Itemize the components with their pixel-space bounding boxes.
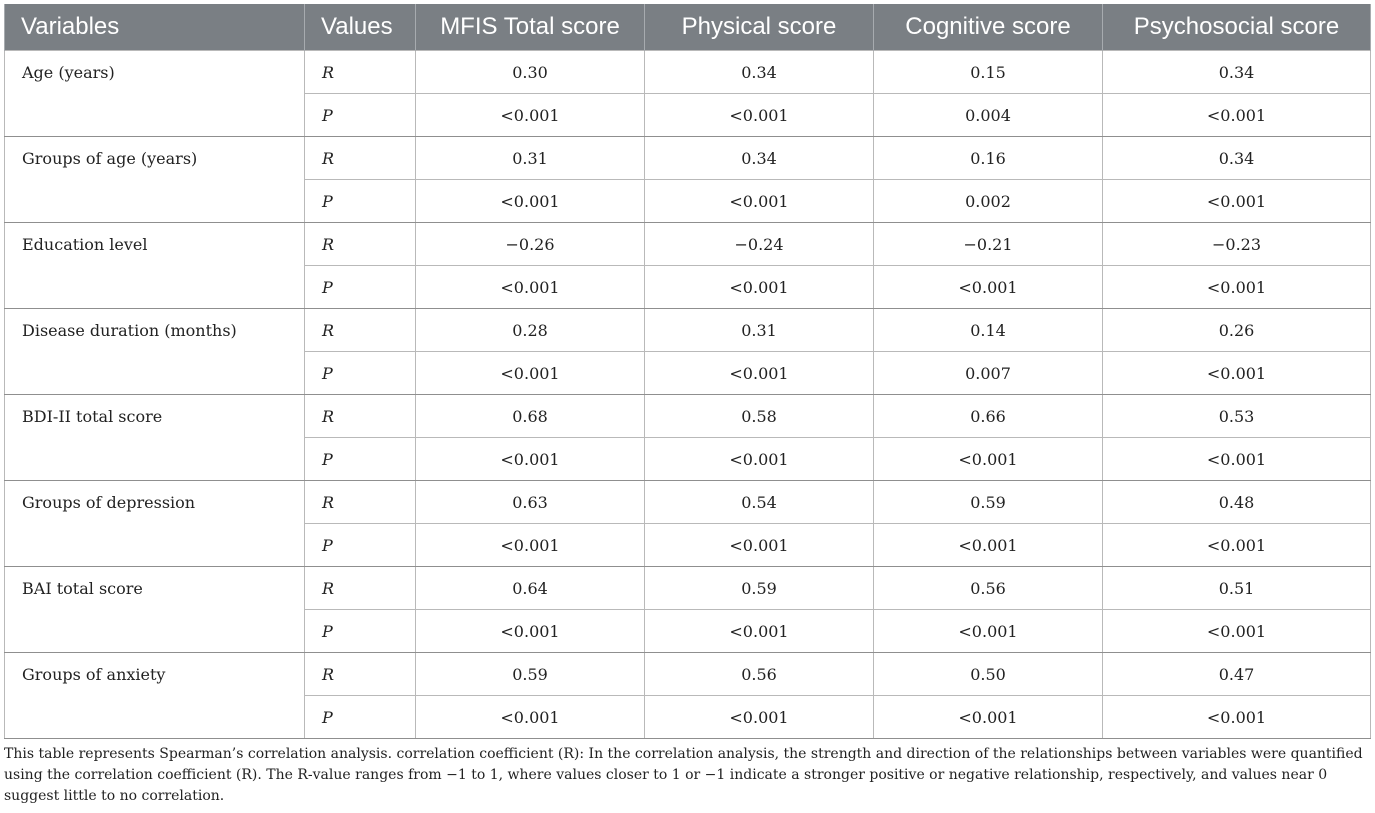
value-cell: 0.58	[645, 395, 874, 438]
value-cell: <0.001	[874, 696, 1103, 739]
value-cell: <0.001	[874, 610, 1103, 653]
value-cell: <0.001	[1103, 352, 1371, 395]
value-cell: <0.001	[1103, 524, 1371, 567]
stat-label-cell: P	[305, 180, 416, 223]
column-header-psychosocial: Psychosocial score	[1103, 4, 1371, 51]
table-row	[5, 653, 1371, 696]
value-cell: <0.001	[1103, 94, 1371, 137]
variable-name-cell: Groups of depression	[5, 481, 305, 567]
value-cell: <0.001	[1103, 180, 1371, 223]
value-cell: 0.68	[416, 395, 645, 438]
value-cell: −0.23	[1103, 223, 1371, 266]
table-row	[5, 481, 1371, 524]
variable-name-cell: BAI total score	[5, 567, 305, 653]
value-cell: 0.64	[416, 567, 645, 610]
value-cell: 0.34	[1103, 137, 1371, 180]
stat-label-cell: R	[305, 481, 416, 524]
variable-name-cell: Age (years)	[5, 51, 305, 137]
value-cell: 0.66	[874, 395, 1103, 438]
value-cell: <0.001	[1103, 266, 1371, 309]
value-cell: 0.14	[874, 309, 1103, 352]
stat-label-cell: P	[305, 352, 416, 395]
stat-label-cell: R	[305, 567, 416, 610]
value-cell: 0.28	[416, 309, 645, 352]
stat-label-cell: R	[305, 395, 416, 438]
value-cell: 0.34	[645, 137, 874, 180]
value-cell: <0.001	[416, 94, 645, 137]
value-cell: <0.001	[645, 94, 874, 137]
stat-label-cell: R	[305, 653, 416, 696]
variable-name-cell: Education level	[5, 223, 305, 309]
value-cell: 0.31	[645, 309, 874, 352]
value-cell: −0.24	[645, 223, 874, 266]
table-row	[5, 137, 1371, 180]
table-row	[5, 395, 1371, 438]
value-cell: <0.001	[416, 524, 645, 567]
value-cell: 0.59	[416, 653, 645, 696]
column-header-physical: Physical score	[645, 4, 874, 51]
value-cell: 0.34	[645, 51, 874, 94]
value-cell: <0.001	[645, 180, 874, 223]
value-cell: 0.48	[1103, 481, 1371, 524]
table-row	[5, 223, 1371, 266]
table-body	[5, 51, 1371, 739]
value-cell: <0.001	[645, 266, 874, 309]
value-cell: 0.34	[1103, 51, 1371, 94]
column-header-values: Values	[305, 4, 416, 51]
stat-label-cell: R	[305, 137, 416, 180]
column-header-mfis-total: MFIS Total score	[416, 4, 645, 51]
value-cell: 0.63	[416, 481, 645, 524]
value-cell: −0.21	[874, 223, 1103, 266]
value-cell: <0.001	[1103, 438, 1371, 481]
table-footnote: This table represents Spearman’s correlation analysis. correlation coefficient (R): In the correlation analysis, the strength and direction of the relationships between variables were quantified using the correlation coefficient (R). The R-value ranges from −1 to 1, where values closer to 1 or −1 indicate a stronger positive or negative relationship, respectively, and values near 0 suggest little to no correlation.	[4, 746, 1363, 804]
correlation-table	[4, 4, 1371, 739]
value-cell: 0.26	[1103, 309, 1371, 352]
value-cell: 0.002	[874, 180, 1103, 223]
value-cell: <0.001	[645, 696, 874, 739]
stat-label-cell: P	[305, 696, 416, 739]
value-cell: 0.15	[874, 51, 1103, 94]
value-cell: <0.001	[874, 266, 1103, 309]
stat-label-cell: R	[305, 223, 416, 266]
column-header-variables: Variables	[5, 4, 305, 51]
value-cell: 0.004	[874, 94, 1103, 137]
table-row	[5, 567, 1371, 610]
stat-label-cell: R	[305, 309, 416, 352]
table-row	[5, 51, 1371, 94]
value-cell: 0.56	[874, 567, 1103, 610]
value-cell: <0.001	[874, 438, 1103, 481]
variable-name-cell: Groups of anxiety	[5, 653, 305, 739]
variable-name-cell: BDI-II total score	[5, 395, 305, 481]
value-cell: <0.001	[645, 610, 874, 653]
value-cell: <0.001	[416, 266, 645, 309]
value-cell: <0.001	[416, 180, 645, 223]
value-cell: <0.001	[1103, 610, 1371, 653]
value-cell: <0.001	[645, 438, 874, 481]
value-cell: <0.001	[874, 524, 1103, 567]
correlation-table-container	[4, 4, 1370, 739]
value-cell: 0.007	[874, 352, 1103, 395]
stat-label-cell: P	[305, 524, 416, 567]
value-cell: <0.001	[645, 524, 874, 567]
value-cell: 0.30	[416, 51, 645, 94]
value-cell: 0.59	[874, 481, 1103, 524]
value-cell: <0.001	[416, 696, 645, 739]
value-cell: −0.26	[416, 223, 645, 266]
value-cell: 0.50	[874, 653, 1103, 696]
column-header-cognitive: Cognitive score	[874, 4, 1103, 51]
value-cell: <0.001	[416, 610, 645, 653]
stat-label-cell: P	[305, 266, 416, 309]
value-cell: 0.56	[645, 653, 874, 696]
value-cell: 0.53	[1103, 395, 1371, 438]
variable-name-cell: Groups of age (years)	[5, 137, 305, 223]
value-cell: 0.47	[1103, 653, 1371, 696]
value-cell: 0.51	[1103, 567, 1371, 610]
table-row	[5, 309, 1371, 352]
stat-label-cell: P	[305, 94, 416, 137]
stat-label-cell: P	[305, 610, 416, 653]
value-cell: 0.59	[645, 567, 874, 610]
value-cell: 0.54	[645, 481, 874, 524]
variable-name-cell: Disease duration (months)	[5, 309, 305, 395]
value-cell: <0.001	[645, 352, 874, 395]
value-cell: <0.001	[416, 438, 645, 481]
value-cell: 0.16	[874, 137, 1103, 180]
value-cell: <0.001	[416, 352, 645, 395]
table-header-row	[5, 4, 1371, 51]
stat-label-cell: R	[305, 51, 416, 94]
value-cell: 0.31	[416, 137, 645, 180]
value-cell: <0.001	[1103, 696, 1371, 739]
stat-label-cell: P	[305, 438, 416, 481]
